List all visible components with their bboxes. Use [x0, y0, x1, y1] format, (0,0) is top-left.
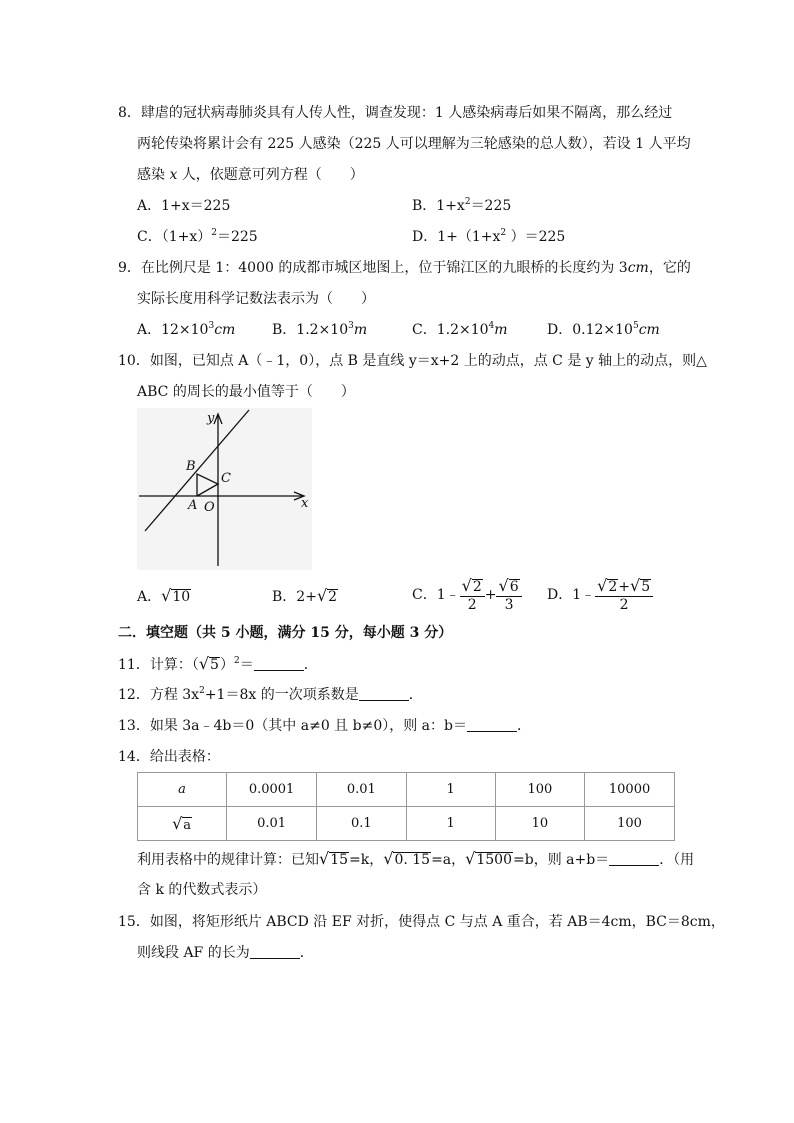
label-y: y	[207, 411, 215, 426]
q8-option-d: D．$1+(1+x^2$ ）＝225	[412, 228, 566, 245]
q13-answer-blank[interactable]	[467, 717, 517, 732]
q11-answer-blank[interactable]	[254, 656, 304, 671]
q14-answer-blank[interactable]	[609, 851, 659, 866]
q9-option-a: A．$12\times 10^3cm$	[137, 321, 236, 338]
q10-line1: 10．如图，已知点 A（﹣1，0），点 B 是直线 y＝x+2 上的动点，点 C 是 y 轴上的动点，则△	[118, 353, 707, 369]
table-cell: 1	[406, 807, 495, 841]
label-c: C	[221, 471, 231, 486]
table-cell: 0.1	[317, 807, 407, 841]
q9-line1: 9．在比例尺是 1：4000 的成都市城区地图上，位于锦江区的九眼桥的长度约为 3cm，它的	[118, 260, 691, 276]
label-x: x	[301, 496, 309, 511]
q9-option-d: D．$0.12\times 10^5cm$	[547, 321, 660, 338]
q9-option-b: B．$1.2\times 10^3m$	[272, 321, 368, 338]
table-cell: √a	[138, 807, 227, 841]
q8-line2: 两轮传染将累计会有 225 人感染（225 人可以理解为三轮感染的总人数），若设 1 人平均	[137, 136, 691, 152]
q8-option-a: A．1+x＝225	[137, 198, 231, 214]
q10-option-a: A．√10	[137, 586, 191, 605]
q10-option-c: C．1﹣ $\frac{√2}{2}$ + $\frac{√6}{3}$	[412, 576, 522, 614]
q14-table	[137, 772, 675, 841]
q8-line3: 感染 x 人，依题意可列方程（ ）	[137, 167, 364, 183]
q11: 11．计算：$(√5)^2=$ ．	[118, 654, 318, 673]
q15-line1: 15．如图，将矩形纸片 ABCD 沿 EF 对折，使得点 C 与点 A 重合，若 AB＝4cm，BC＝8cm，	[118, 914, 725, 930]
q10-figure	[137, 408, 312, 570]
table-cell: 0.01	[317, 773, 407, 807]
table-row	[138, 773, 675, 807]
q8-line1: 8．肆虐的冠状病毒肺炎具有人传人性，调查发现：1 人感染病毒后如果不隔离，那么经过	[118, 105, 673, 121]
q15-line2: 则线段 AF 的长为 ．	[137, 945, 314, 961]
q14-title: 14．给出表格：	[118, 749, 220, 765]
q15-answer-blank[interactable]	[250, 944, 300, 959]
q8-option-b: B．$1+x^2=225$	[412, 197, 512, 214]
table-cell: 10	[495, 807, 584, 841]
q9-option-c: C．$1.2\times 10^4m$	[412, 321, 508, 338]
q9-line2: 实际长度用科学记数法表示为（ ）	[137, 291, 375, 307]
q14-line1: 利用表格中的规律计算：已知√15=k，√0. 15=a，√1500=b，则 a+b＝ ．（用	[137, 849, 695, 868]
label-a: A	[188, 498, 198, 513]
table-cell: 100	[585, 807, 675, 841]
table-cell: 0.0001	[227, 773, 317, 807]
table-cell: a	[138, 773, 227, 807]
table-cell: 0.01	[227, 807, 317, 841]
q10-option-d: D．1﹣ $\frac{√2+√5}{2}$	[547, 576, 653, 614]
table-row	[138, 807, 675, 841]
q14-line2: 含 k 的代数式表示）	[137, 882, 267, 898]
label-o: O	[204, 500, 215, 515]
section2-title: 二．填空题（共 5 小题，满分 15 分，每小题 3 分）	[118, 625, 453, 641]
q8-option-c: C．$(1+x)^2=225$	[137, 228, 258, 245]
table-cell: 10000	[585, 773, 675, 807]
q12-answer-blank[interactable]	[359, 686, 409, 701]
table-cell: 100	[495, 773, 584, 807]
q10-option-b: B．2+√2	[272, 586, 338, 605]
label-b: B	[186, 459, 196, 474]
q12: 12．方程 $3x^2+1=8x$ 的一次项系数是 ．	[118, 686, 423, 703]
table-cell: 1	[406, 773, 495, 807]
q10-line2: ABC 的周长的最小值等于（ ）	[137, 384, 355, 400]
q13: 13．如果 3a﹣4b＝0（其中 a≠0 且 b≠0），则 a：b＝ ．	[118, 718, 531, 734]
